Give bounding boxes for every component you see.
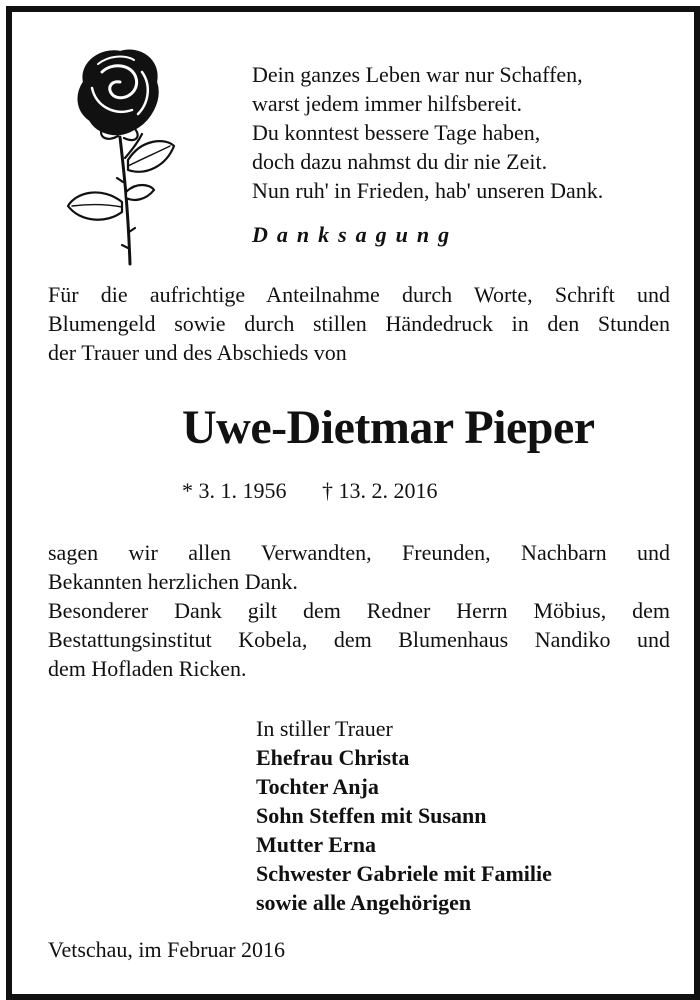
birth-date: * 3. 1. 1956 [182,478,287,503]
life-dates [182,478,438,504]
mourner-name: Mutter Erna [256,832,376,857]
mourner-name: Sohn Steffen mit Susann [256,803,487,828]
poem-line: doch dazu nahmst du dir nie Zeit. [252,149,548,174]
intro-line: Blumengeld sowie durch stillen Händedruck in den Stunden [48,311,670,336]
thanks-paragraph [48,538,670,683]
place-date: Vetschau, im Februar 2016 [48,937,286,962]
poem-line: Dein ganzes Leben war nur Schaffen, [252,62,583,87]
poem-line: warst jedem immer hilfsbereit. [252,91,523,116]
poem-line: Du konntest bessere Tage haben, [252,120,541,145]
death-date: † 13. 2. 2016 [322,478,438,503]
poem [252,60,603,205]
thanks-line: Besonderer Dank gilt dem Redner Herrn Möbius, dem [48,598,670,623]
poem-line: Nun ruh' in Frieden, hab' unseren Dank. [252,178,604,203]
thanks-line: sagen wir allen Verwandten, Freunden, Nachbarn und [48,540,670,565]
thanks-line: Bestattungsinstitut Kobela, dem Blumenhaus Nandiko und [48,627,670,652]
intro-line: Für die aufrichtige Anteilnahme durch Worte, Schrift und [48,282,670,307]
mourners-list [256,714,552,917]
rose-icon [62,42,182,267]
intro-paragraph [48,280,670,367]
mourner-name: sowie alle Angehörigen [256,890,472,915]
thanks-line: Bekannten herzlichen Dank. [48,569,298,594]
mourner-name: Schwester Gabriele mit Familie [256,861,552,886]
deceased-name: Uwe-Dietmar Pieper [182,401,595,454]
mourner-name: Ehefrau Christa [256,745,410,770]
heading-danksagung: Danksagung [252,222,459,247]
obituary-card [6,6,700,1000]
intro-line: der Trauer und des Abschieds von [48,340,347,365]
mourners-lead: In stiller Trauer [256,716,393,741]
thanks-line: dem Hofladen Ricken. [48,656,247,681]
mourner-name: Tochter Anja [256,774,379,799]
